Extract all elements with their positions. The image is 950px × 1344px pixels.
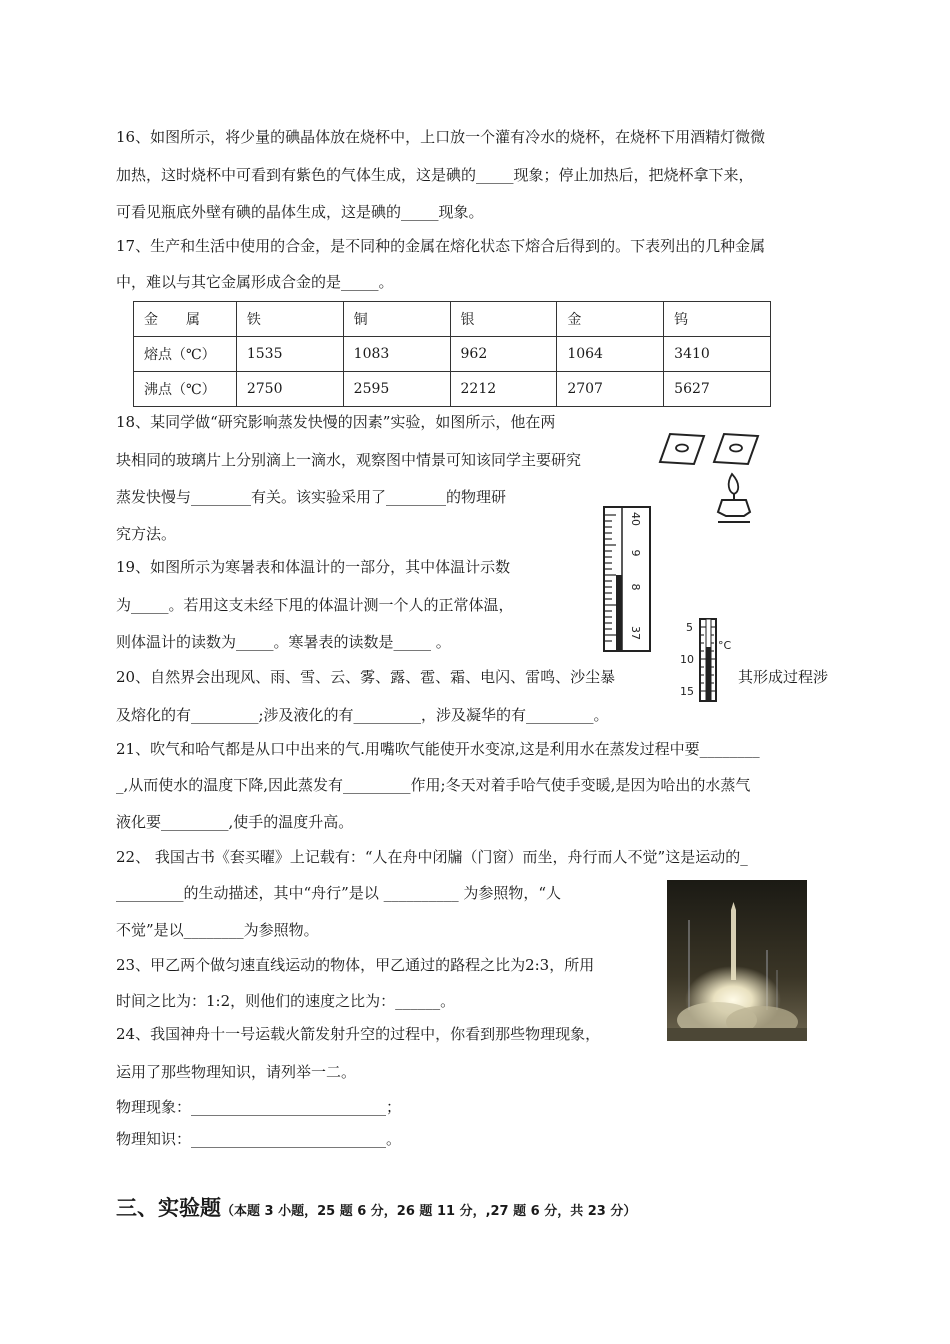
- q18-line-3: 蒸发快慢与________有关。该实验采用了________的物理研: [116, 488, 507, 506]
- section-score-note: （本题 3 小题，25 题 6 分，26 题 11 分，,27 题 6 分，共 23 分）: [221, 1204, 637, 1219]
- table-cell: 铜: [343, 302, 450, 337]
- table-row: [134, 337, 771, 372]
- table-cell: 1535: [236, 337, 343, 372]
- table-cell: 铁: [236, 302, 343, 337]
- section-heading: [116, 1192, 636, 1222]
- table-cell: 1083: [343, 337, 450, 372]
- table-cell: 金: [557, 302, 664, 337]
- metal-properties-table: [133, 301, 771, 407]
- table-cell: 银: [450, 302, 557, 337]
- q18-line-1: 18、某同学做“研究影响蒸发快慢的因素”实验，如图所示，他在两: [116, 413, 556, 431]
- table-row: [134, 372, 771, 407]
- evaporation-figure: [652, 428, 764, 526]
- body-tick-label: 9: [629, 549, 642, 557]
- table-cell: 1064: [557, 337, 664, 372]
- section-title: 三、实验题: [116, 1196, 221, 1220]
- q17-line-1: 17、生产和生活中使用的合金，是不同种的金属在熔化状态下熔合后得到的。下表列出的几种金属: [116, 237, 766, 255]
- q21-line-3: 液化要_________,使手的温度升高。: [116, 813, 354, 831]
- table-cell: 3410: [664, 337, 771, 372]
- table-cell: 2750: [236, 372, 343, 407]
- clinical-thermometer-figure: [588, 505, 660, 655]
- table-cell: 5627: [664, 372, 771, 407]
- q21-line-1: 21、吹气和哈气都是从口中出来的气.用嘴吹气能使开水变凉,这是利用水在蒸发过程中要________: [116, 740, 760, 758]
- table-cell: 金 属: [134, 302, 237, 337]
- body-tick-label: 8: [629, 583, 642, 591]
- q24-line-2: 运用了那些物理知识，请列举一二。: [116, 1063, 357, 1081]
- q16-line-3: 可看见瓶底外壁有碘的晶体生成，这是碘的_____现象。: [116, 203, 484, 221]
- q20-line-2: 及熔化的有_________;涉及液化的有_________，涉及凝华的有_________。: [116, 706, 609, 724]
- table-cell: 熔点（℃）: [134, 337, 237, 372]
- table-cell: 钨: [664, 302, 771, 337]
- q24-phenomenon-line: 物理现象：__________________________；: [116, 1098, 402, 1116]
- q21-line-2: _,从而使水的温度下降,因此蒸发有_________作用;冬天对着手哈气使手变暖,是因为哈出的水蒸气: [116, 776, 751, 794]
- room-tick-label: 15: [680, 685, 694, 698]
- q16-line-2: 加热，这时烧杯中可看到有紫色的气体生成，这是碘的_____现象；停止加热后，把烧杯拿下来，: [116, 166, 754, 184]
- q20-line-1b: 其形成过程涉: [738, 668, 829, 686]
- room-tick-label: 10: [680, 653, 694, 666]
- q22-line-2: _________的生动描述，其中“舟行”是以 __________ 为参照物，“人: [116, 884, 562, 902]
- q18-line-2: 块相同的玻璃片上分别滴上一滴水，观察图中情景可知该同学主要研究: [116, 451, 582, 469]
- q22-line-1: 22、 我国古书《套买曜》上记载有：“人在舟中闭牖（门窗）而坐，舟行而人不觉”这是运动的_: [116, 848, 748, 866]
- celsius-unit-label: °C: [718, 639, 732, 652]
- q20-line-1a: 20、自然界会出现风、雨、雪、云、雾、露、雹、霜、电闪、雷鸣、沙尘暴: [116, 668, 616, 686]
- q16-line-1: 16、如图所示，将少量的碘晶体放在烧杯中，上口放一个灌有冷水的烧杯，在烧杯下用酒精灯微微: [116, 128, 766, 146]
- body-tick-label: 37: [629, 626, 642, 640]
- room-thermometer-figure: [676, 617, 742, 703]
- body-tick-label: 40: [629, 512, 642, 526]
- q23-line-1: 23、甲乙两个做匀速直线运动的物体，甲乙通过的路程之比为2:3，所用: [116, 956, 595, 974]
- room-tick-label: 5: [686, 621, 693, 634]
- q22-line-3: 不觉”是以________为参照物。: [116, 921, 319, 939]
- q23-line-2: 时间之比为：1:2，则他们的速度之比为：______。: [116, 992, 456, 1010]
- q19-line-3: 则体温计的读数为_____。寒暑表的读数是_____ 。: [116, 633, 451, 651]
- table-cell: 962: [450, 337, 557, 372]
- q19-line-2: 为_____。若用这支未经下甩的体温计测一个人的正常体温，: [116, 596, 514, 614]
- q24-line-1: 24、我国神舟十一号运载火箭发射升空的过程中，你看到那些物理现象，: [116, 1025, 601, 1043]
- table-cell: 2212: [450, 372, 557, 407]
- table-cell: 2595: [343, 372, 450, 407]
- q19-line-1: 19、如图所示为寒暑表和体温计的一部分，其中体温计示数: [116, 558, 511, 576]
- table-row: [134, 302, 771, 337]
- q17-line-2: 中，难以与其它金属形成合金的是_____。: [116, 273, 394, 291]
- q24-knowledge-line: 物理知识：__________________________。: [116, 1130, 402, 1148]
- rocket-launch-photo: [667, 880, 807, 1041]
- q18-line-4: 究方法。: [116, 525, 177, 543]
- table-cell: 沸点（℃）: [134, 372, 237, 407]
- table-cell: 2707: [557, 372, 664, 407]
